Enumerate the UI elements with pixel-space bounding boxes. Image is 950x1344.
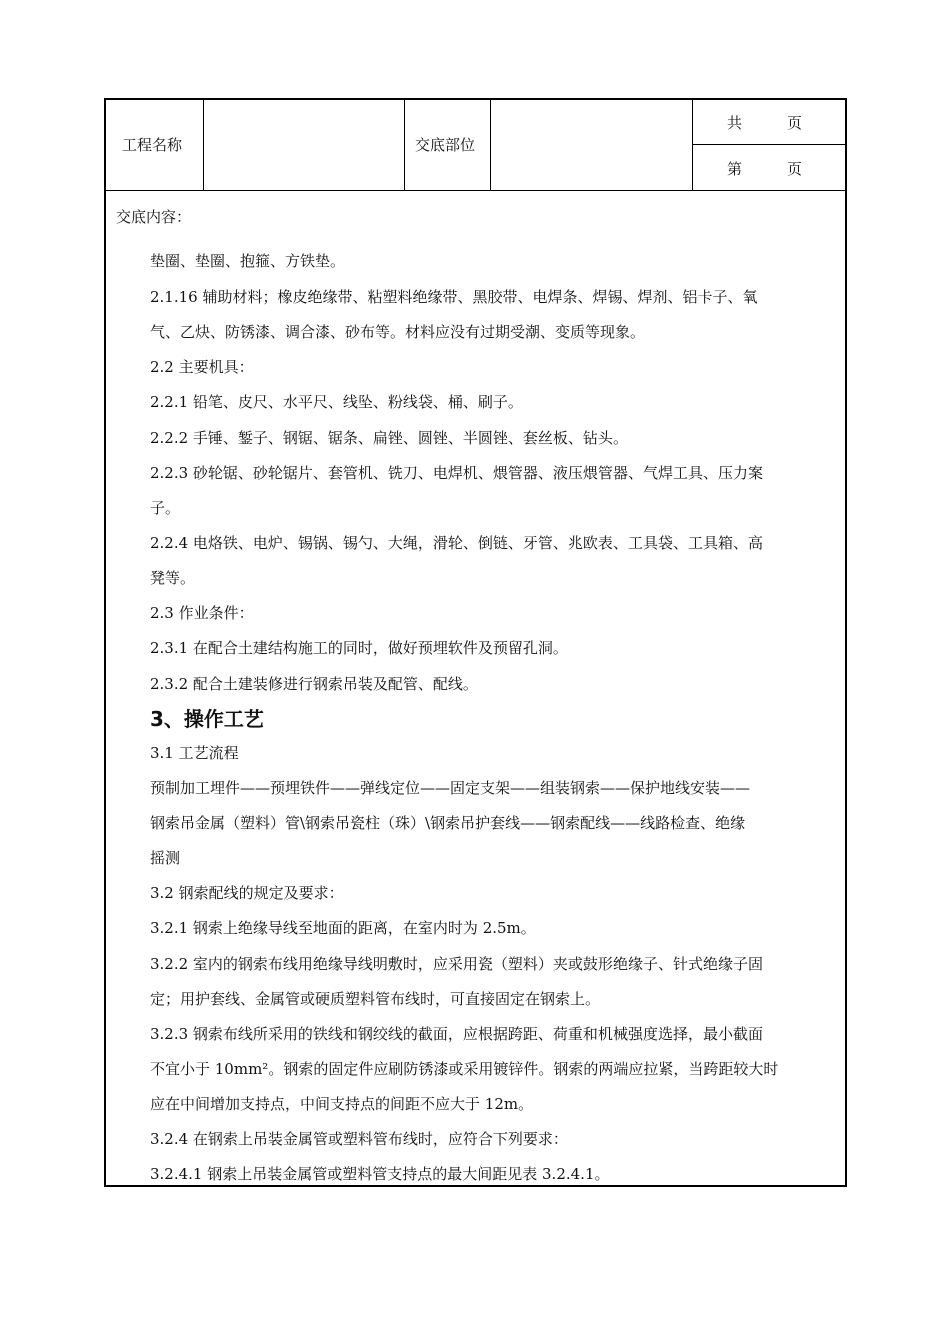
total-pages-label: 共 页 [727,114,803,132]
content-line: 定；用护套线、金属管或硬质塑料管布线时，可直接固定在钢索上。 [150,990,601,1008]
content-line: 钢索吊金属（塑料）管\钢索吊瓷柱（珠）\钢索吊护套线——钢索配线——线路检查、绝缘 [150,814,746,832]
content-line: 子。 [150,499,181,517]
handover-part-label: 交底部位 [415,136,476,154]
header-divider-4 [692,98,693,191]
content-line: 不宜小于 10mm²。钢索的固定件应刷防锈漆或采用镀锌件。钢索的两端应拉紧，当跨距较大时 [150,1060,779,1078]
content-line: 2.2.2 手锤、錾子、钢锯、锯条、扁锉、圆锉、半圆锉、套丝板、钻头。 [150,429,628,447]
content-line: 预制加工埋件——预埋铁件——弹线定位——固定支架——组装钢索——保护地线安装—— [150,779,751,797]
project-name-label: 工程名称 [122,136,183,154]
content-line: 凳等。 [150,569,196,587]
header-bottom-rule [104,190,847,191]
header-divider-3 [490,98,491,191]
header-divider-2 [404,98,405,191]
content-line: 3.2 钢索配线的规定及要求： [150,884,344,902]
content-label: 交底内容： [116,208,192,226]
section-heading: 3、操作工艺 [150,707,264,731]
content-line: 3.2.3 钢索布线所采用的铁线和钢绞线的截面，应根据跨距、荷重和机械强度选择，最小截面 [150,1025,763,1043]
content-line: 2.3.1 在配合土建结构施工的同时，做好预埋软件及预留孔洞。 [150,639,568,657]
content-line: 摇测 [150,849,181,867]
handover-part-value[interactable] [500,135,685,155]
content-line: 气、乙炔、防锈漆、调合漆、砂布等。材料应没有过期受潮、变质等现象。 [150,323,646,341]
content-line: 2.2 主要机具： [150,358,254,376]
content-line: 3.2.4 在钢索上吊装金属管或塑料管布线时，应符合下列要求： [150,1130,568,1148]
content-line: 2.3 作业条件： [150,604,254,622]
header-divider-1 [203,98,204,191]
content-line: 2.1.16 辅助材料；橡皮绝缘带、粘塑料绝缘带、黑胶带、电焊条、焊锡、焊剂、铝卡子、氧 [150,288,758,306]
content-line: 3.2.1 钢索上绝缘导线至地面的距离，在室内时为 2.5m。 [150,919,536,937]
page-cell-divider [692,144,847,145]
content-line: 3.2.2 室内的钢索布线用绝缘导线明敷时，应采用瓷（塑料）夹或鼓形绝缘子、针式绝缘子固 [150,955,763,973]
content-line: 2.2.4 电烙铁、电炉、锡锅、锡勺、大绳，滑轮、倒链、牙管、兆欧表、工具袋、工具箱、高 [150,534,763,552]
content-line: 垫圈、垫圈、抱箍、方铁垫。 [150,252,346,270]
content-line: 2.2.1 铅笔、皮尺、水平尺、线坠、粉线袋、桶、刷子。 [150,393,523,411]
content-line: 3.1 工艺流程 [150,744,239,762]
content-line: 2.2.3 砂轮锯、砂轮锯片、套管机、铣刀、电焊机、煨管器、液压煨管器、气焊工具、压力案 [150,464,763,482]
project-name-value[interactable] [212,135,397,155]
content-line: 3.2.4.1 钢索上吊装金属管或塑料管支持点的最大间距见表 3.2.4.1。 [150,1165,610,1183]
content-line: 应在中间增加支持点，中间支持点的间距不应大于 12m。 [150,1095,534,1113]
content-line: 2.3.2 配合土建装修进行钢索吊装及配管、配线。 [150,675,478,693]
current-page-label: 第 页 [727,160,803,178]
